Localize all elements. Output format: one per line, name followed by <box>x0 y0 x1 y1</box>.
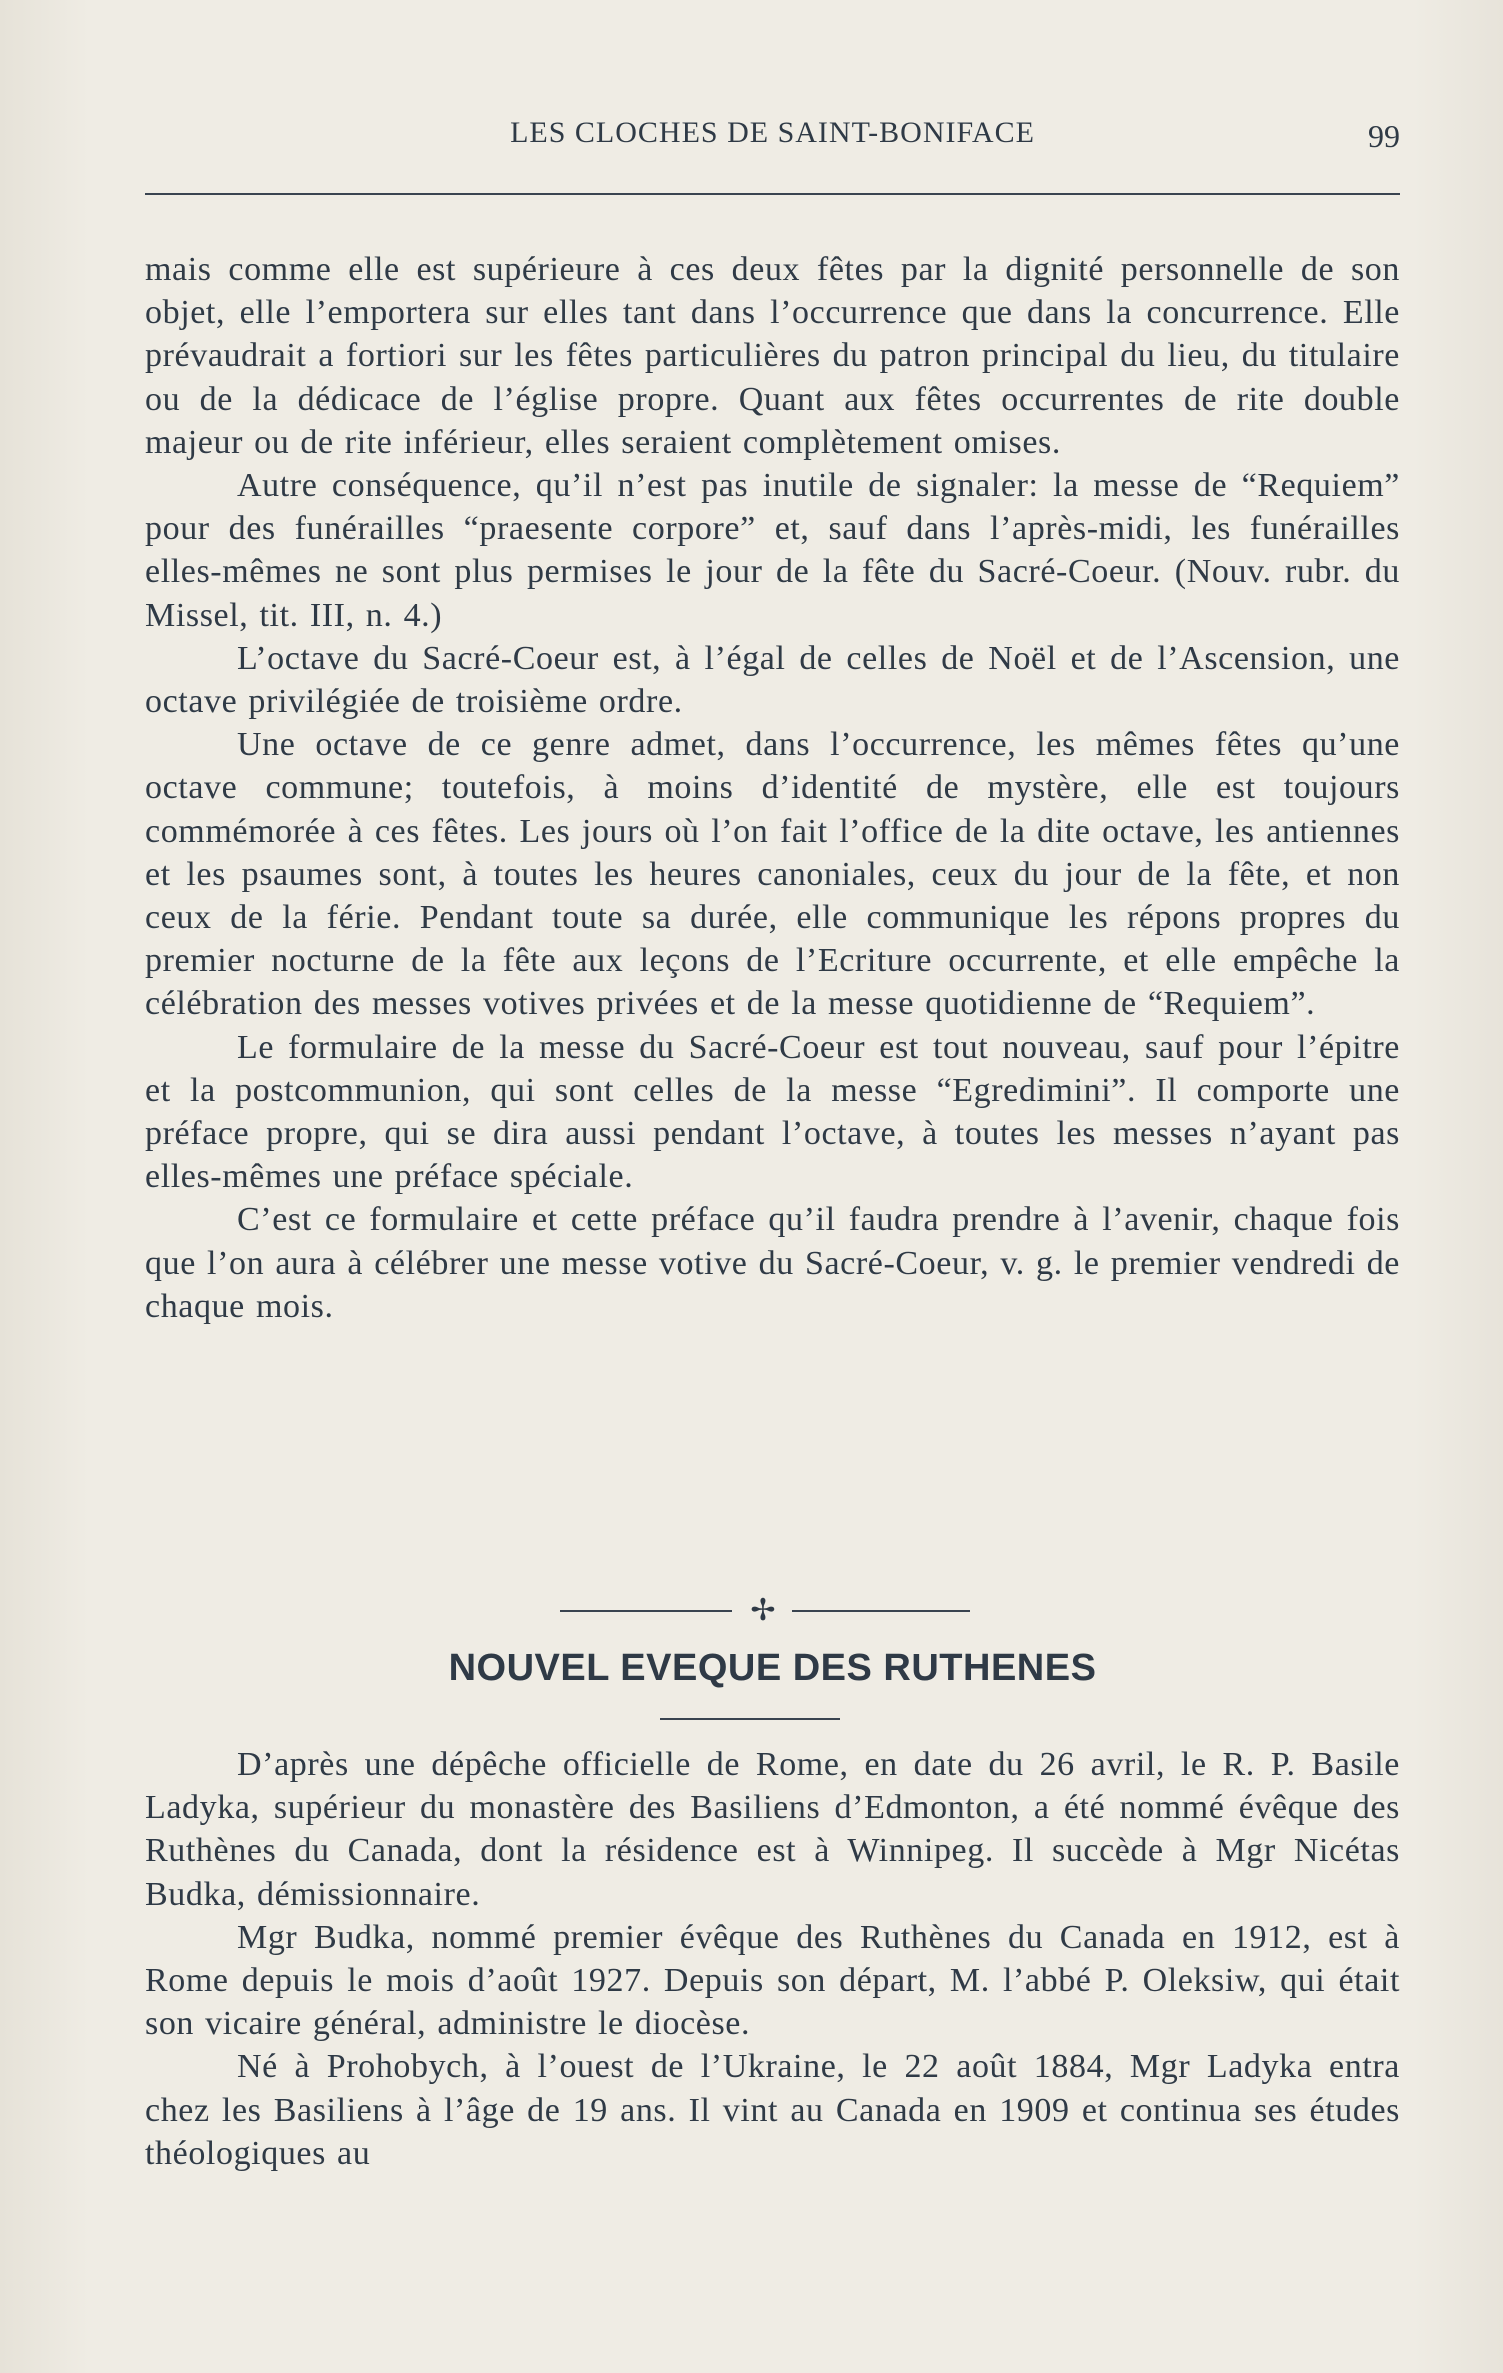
section-divider <box>560 1591 970 1631</box>
heading-underline <box>660 1718 840 1720</box>
paragraph: mais comme elle est supérieure à ces deux fêtes par la dignité personnelle de son objet, elle l’emportera sur elles tant dans l’occurrence que dans la concurrence. Elle prévaudrait a fortiori sur les fêtes particulières du patron principal du lieu, du titulaire ou de la dédicace de l’église propre. Quant aux fêtes occurrentes de rite double majeur ou de rite inférieur, elles seraient complètement omises. <box>145 251 1400 461</box>
section-heading: NOUVEL EVEQUE DES RUTHENES <box>448 1647 1097 1689</box>
paragraph: D’après une dépêche officielle de Rome, en date du 26 avril, le R. P. Basile Ladyka, supérieur du monastère des Basiliens d’Edmonton, a été nommé évêque des Ruthènes du Canada, dont la résidence est à Winnipeg. Il succède à Mgr Nicétas Budka, démissionnaire. <box>145 1746 1400 1913</box>
cross-ornament-icon: ✢ <box>750 1594 776 1627</box>
divider-line-right <box>792 1610 970 1612</box>
paragraph: Mgr Budka, nommé premier évêque des Ruthènes du Canada en 1912, est à Rome depuis le mois d’août 1927. Depuis son départ, M. l’abbé P. Oleksiw, qui était son vicaire général, administre le diocèse. <box>145 1918 1400 2043</box>
paragraph: L’octave du Sacré-Coeur est, à l’égal de celles de Noël et de l’Ascension, une octave privilégiée de troisième ordre. <box>145 639 1400 721</box>
divider-line-left <box>560 1610 732 1612</box>
paragraph: Né à Prohobych, à l’ouest de l’Ukraine, le 22 août 1884, Mgr Ladyka entra chez les Basiliens à l’âge de 19 ans. Il vint au Canada en 1909 et continua ses études théologiques au <box>145 2048 1400 2172</box>
header-rule <box>145 193 1400 195</box>
paragraph: C’est ce formulaire et cette préface qu’il faudra prendre à l’avenir, chaque fois que l’on aura à célébrer une messe votive du Sacré-Coeur, v. g. le premier vendredi de chaque mois. <box>145 1201 1400 1325</box>
paragraph: Le formulaire de la messe du Sacré-Coeur est tout nouveau, sauf pour l’épitre et la postcommunion, qui sont celles de la messe “Egredimini”. Il comporte une préface propre, qui se dira aussi pendant l’octave, à toutes les messes n’ayant pas elles-mêmes une préface spéciale. <box>145 1028 1400 1196</box>
paragraph: Une octave de ce genre admet, dans l’occurrence, les mêmes fêtes qu’une octave commune; toutefois, à moins d’identité de mystère, elle est toujours commémorée à ces fêtes. Les jours où l’on fait l’office de la dite octave, les antiennes et les psaumes sont, à toutes les heures canoniales, ceux du jour de la fête, et non ceux de la férie. Pendant toute sa durée, elle communique les répons propres du premier nocturne de la fête aux leçons de l’Ecriture occurrente, et elle empêche la célébration des messes votives privées et de la messe quotidienne de “Requiem”. <box>145 726 1400 1023</box>
article-sacre-coeur-body <box>145 248 1400 1328</box>
running-header <box>145 112 1400 152</box>
page-number: 99 <box>1368 118 1400 154</box>
article-ruthenes-body <box>145 1743 1400 2175</box>
running-title: LES CLOCHES DE SAINT-BONIFACE <box>510 116 1035 149</box>
paragraph: Autre conséquence, qu’il n’est pas inutile de signaler: la messe de “Requiem” pour des funérailles “praesente corpore” et, sauf dans l’après-midi, les funérailles elles-mêmes ne sont plus permises le jour de la fête du Sacré-Coeur. (Nouv. rubr. du Missel, tit. III, n. 4.) <box>145 467 1400 634</box>
